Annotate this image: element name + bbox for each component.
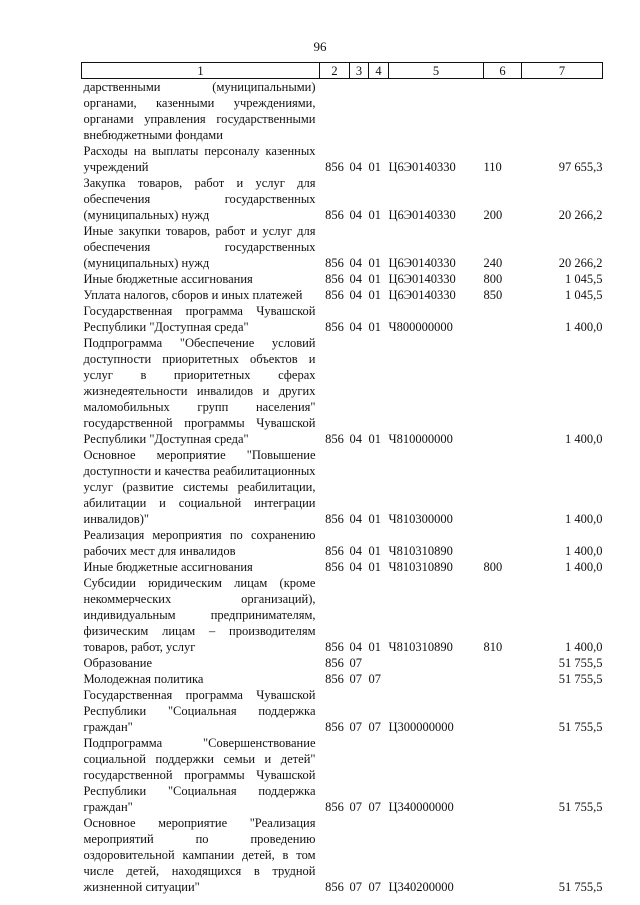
header-row — [82, 63, 603, 79]
row-amount: 1 400,0 — [565, 560, 603, 574]
row-csr — [389, 655, 484, 671]
row-gr: 856 — [325, 800, 344, 814]
row-vr: 800 — [483, 560, 503, 574]
row-vr — [484, 79, 522, 144]
row-pr: 01 — [368, 640, 381, 654]
row-pr: 01 — [368, 208, 381, 222]
row-name: Подпрограмма "Совершенствование социальной поддержки семьи и детей" государственной программы Чувашской Республики "Социальная поддержка граждан" — [83, 736, 316, 814]
table-row — [82, 175, 603, 223]
table-row — [82, 655, 603, 671]
row-gr: 856 — [325, 288, 344, 302]
row-csr: Ч810310890 — [388, 544, 453, 558]
row-rz: 07 — [349, 880, 362, 894]
row-rz: 04 — [349, 512, 362, 526]
row-amount: 51 755,5 — [558, 672, 603, 686]
table-row — [82, 687, 603, 735]
row-vr — [484, 447, 522, 527]
row-gr — [320, 79, 350, 144]
row-amount: 1 400,0 — [565, 544, 603, 558]
header-col-7: 7 — [522, 63, 603, 79]
row-rz: 04 — [349, 560, 362, 574]
row-gr: 856 — [325, 880, 344, 894]
row-pr: 07 — [368, 880, 381, 894]
row-amount: 51 755,5 — [558, 720, 603, 734]
row-name: Иные бюджетные ассигнования — [83, 272, 253, 286]
table-row — [82, 143, 603, 175]
row-vr — [484, 671, 522, 687]
row-name: Государственная программа Чувашской Республики "Социальная поддержка граждан" — [83, 688, 316, 734]
row-rz: 04 — [349, 160, 362, 174]
row-rz: 04 — [349, 288, 362, 302]
table-row — [82, 223, 603, 271]
row-csr — [389, 671, 484, 687]
table-row — [82, 287, 603, 303]
row-rz: 07 — [349, 656, 362, 670]
row-pr: 07 — [368, 672, 381, 686]
row-rz: 07 — [349, 800, 362, 814]
row-name: Государственная программа Чувашской Республики "Доступная среда" — [83, 304, 316, 334]
row-pr: 01 — [368, 320, 381, 334]
row-vr: 200 — [483, 208, 503, 222]
row-gr: 856 — [325, 656, 344, 670]
header-col-6: 6 — [484, 63, 522, 79]
row-gr: 856 — [325, 432, 344, 446]
row-gr: 856 — [325, 272, 344, 286]
row-vr — [484, 655, 522, 671]
row-csr: Ц6Э0140330 — [388, 160, 456, 174]
table-row — [82, 815, 603, 895]
row-gr: 856 — [325, 720, 344, 734]
row-amount: 97 655,3 — [558, 160, 603, 174]
row-amount: 51 755,5 — [558, 656, 603, 670]
table-row — [82, 527, 603, 559]
header-col-1: 1 — [82, 63, 320, 79]
header-col-4: 4 — [369, 63, 389, 79]
row-amount: 51 755,5 — [558, 880, 603, 894]
row-gr: 856 — [325, 512, 344, 526]
row-csr: Ц6Э0140330 — [388, 272, 456, 286]
row-pr: 01 — [368, 544, 381, 558]
table-row — [82, 79, 603, 144]
table-row — [82, 303, 603, 335]
row-name: Закупка товаров, работ и услуг для обеспечения государственных (муниципальных) нужд — [83, 176, 316, 222]
row-amount — [522, 79, 603, 144]
row-rz: 07 — [349, 720, 362, 734]
row-vr: 800 — [483, 272, 503, 286]
row-amount: 1 045,5 — [565, 288, 603, 302]
row-pr — [369, 655, 389, 671]
row-amount: 1 045,5 — [565, 272, 603, 286]
row-pr: 01 — [368, 432, 381, 446]
row-vr — [484, 735, 522, 815]
row-gr: 856 — [325, 640, 344, 654]
row-pr: 07 — [368, 720, 381, 734]
header-col-5: 5 — [389, 63, 484, 79]
row-csr — [389, 79, 484, 144]
row-csr: Ч810000000 — [388, 432, 453, 446]
row-csr: Ц340200000 — [388, 880, 454, 894]
row-pr: 01 — [368, 160, 381, 174]
row-vr: 850 — [483, 288, 503, 302]
row-amount: 51 755,5 — [558, 800, 603, 814]
row-gr: 856 — [325, 160, 344, 174]
row-name: Расходы на выплаты персоналу казенных учреждений — [83, 144, 316, 174]
row-gr: 856 — [325, 560, 344, 574]
table-row — [82, 735, 603, 815]
row-name: Иные закупки товаров, работ и услуг для обеспечения государственных (муниципальных) нужд — [83, 224, 316, 270]
table-row — [82, 447, 603, 527]
row-rz: 04 — [349, 320, 362, 334]
row-pr — [369, 79, 389, 144]
row-csr: Ч810300000 — [388, 512, 453, 526]
row-amount: 20 266,2 — [558, 208, 603, 222]
row-csr: Ч810310890 — [388, 560, 453, 574]
row-name: Иные бюджетные ассигнования — [83, 560, 253, 574]
row-vr — [484, 687, 522, 735]
row-vr: 110 — [483, 160, 502, 174]
row-name: дарственными (муниципальными) органами, казенными учреждениями, органами управления государственными внебюджетными фондами — [83, 80, 316, 142]
row-csr: Ч810310890 — [388, 640, 453, 654]
row-gr: 856 — [325, 320, 344, 334]
row-rz: 04 — [349, 208, 362, 222]
row-amount: 1 400,0 — [565, 320, 603, 334]
row-pr: 01 — [368, 512, 381, 526]
row-pr: 01 — [368, 560, 381, 574]
row-csr: Ц6Э0140330 — [388, 288, 456, 302]
row-name: Молодежная политика — [83, 672, 204, 686]
table-row — [82, 271, 603, 287]
row-vr — [484, 303, 522, 335]
row-gr: 856 — [325, 544, 344, 558]
row-vr: 810 — [483, 640, 503, 654]
row-rz: 04 — [349, 432, 362, 446]
row-amount: 1 400,0 — [565, 512, 603, 526]
row-pr: 01 — [368, 256, 381, 270]
row-rz: 04 — [349, 272, 362, 286]
row-gr: 856 — [325, 208, 344, 222]
row-csr: Ц6Э0140330 — [388, 256, 456, 270]
table-row — [82, 335, 603, 447]
row-name: Уплата налогов, сборов и иных платежей — [83, 288, 303, 302]
header-col-2: 2 — [320, 63, 350, 79]
row-name: Основное мероприятие "Повышение доступности и качества реабилитационных услуг (развитие системы реабилитации, абилитации и социальной интеграции инвалидов)" — [83, 448, 316, 526]
row-rz: 04 — [349, 544, 362, 558]
row-name: Субсидии юридическим лицам (кроме некоммерческих организаций), индивидуальным предпринимателям, физическим лицам – производителям товаров, работ, услуг — [83, 576, 316, 654]
row-vr — [484, 335, 522, 447]
row-gr: 856 — [325, 672, 344, 686]
header-col-3: 3 — [350, 63, 369, 79]
row-csr: Ц300000000 — [388, 720, 454, 734]
row-rz — [350, 79, 369, 144]
row-rz: 04 — [349, 256, 362, 270]
row-vr: 240 — [483, 256, 503, 270]
table-row — [82, 559, 603, 575]
row-rz: 04 — [349, 640, 362, 654]
row-amount: 1 400,0 — [565, 640, 603, 654]
row-name: Реализация мероприятия по сохранению рабочих мест для инвалидов — [83, 528, 316, 558]
page-number: 96 — [313, 39, 327, 54]
row-csr: Ц340000000 — [388, 800, 454, 814]
row-pr: 07 — [368, 800, 381, 814]
table-row — [82, 671, 603, 687]
row-csr: Ц6Э0140330 — [388, 208, 456, 222]
row-pr: 01 — [368, 288, 381, 302]
table-row — [82, 575, 603, 655]
row-name: Образование — [83, 656, 153, 670]
row-gr: 856 — [325, 256, 344, 270]
budget-table — [81, 62, 603, 895]
row-vr — [484, 815, 522, 895]
row-csr: Ч800000000 — [388, 320, 453, 334]
row-pr: 01 — [368, 272, 381, 286]
row-name: Основное мероприятие "Реализация мероприятий по проведению оздоровительной кампании детей, в том числе детей, находящихся в трудной жизненной ситуации" — [83, 816, 316, 894]
row-name: Подпрограмма "Обеспечение условий доступности приоритетных объектов и услуг в приоритетных сферах жизнедеятельности инвалидов и других маломобильных групп населения" государственной программы Чувашской Республики "Доступная среда" — [83, 336, 316, 446]
row-vr — [484, 527, 522, 559]
row-amount: 20 266,2 — [558, 256, 603, 270]
row-amount: 1 400,0 — [565, 432, 603, 446]
row-rz: 07 — [349, 672, 362, 686]
